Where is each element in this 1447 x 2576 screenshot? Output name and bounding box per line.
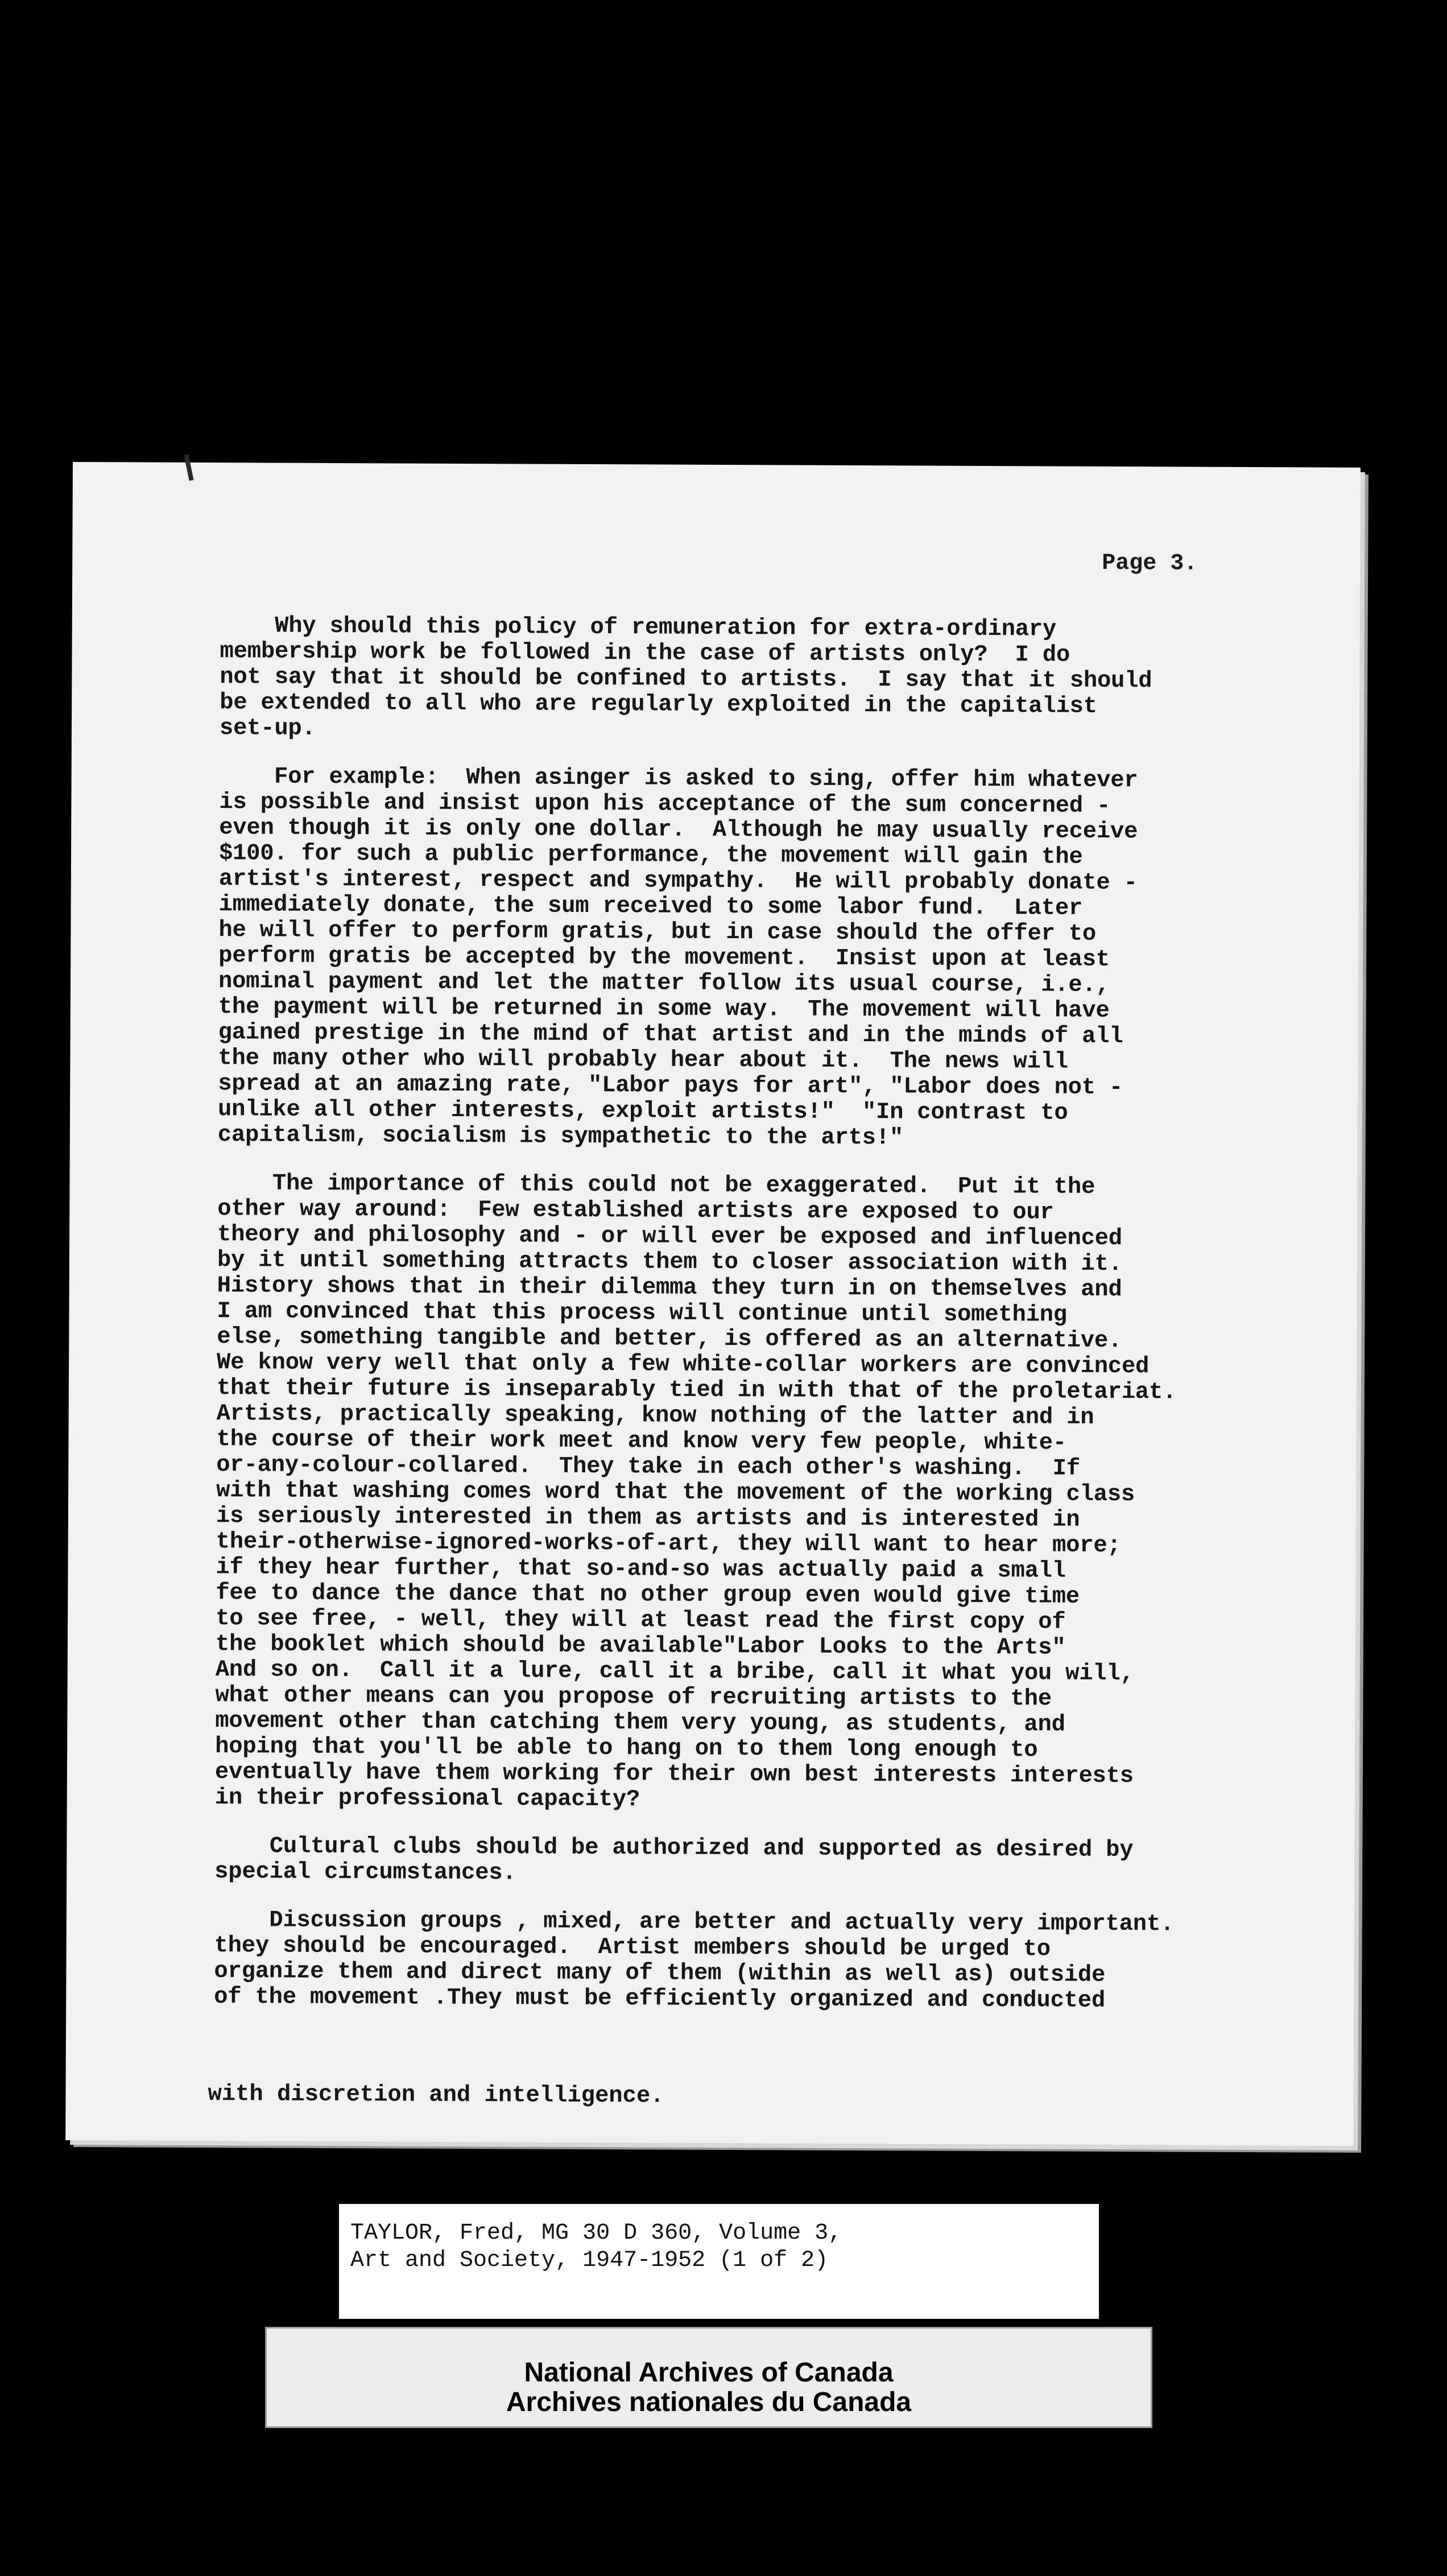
- text-line: of the movement .They must be efficiently organized and conducted: [214, 1984, 1106, 2014]
- text-line: $100. for such a public performance, the movement will gain the: [218, 840, 1083, 870]
- text-line: nominal payment and let the matter follow its usual course, i.e.,: [218, 968, 1110, 998]
- text-line: I am convinced that this process will continue until something: [217, 1298, 1068, 1328]
- text-line: is seriously interested in them as artists and is interested in: [216, 1503, 1080, 1533]
- text-line: Cultural clubs should be authorized and supported as desired by: [214, 1833, 1134, 1864]
- text-line: History shows that in their dilemma they turn in on themselves and: [217, 1273, 1122, 1303]
- archive-name-french: Archives nationales du Canada: [506, 2387, 912, 2417]
- text-line: And so on. Call it a lure, call it a bribe, call it what you will,: [215, 1657, 1134, 1687]
- paragraph: [218, 764, 1357, 1153]
- text-line: the course of their work meet and know very few people, white-: [216, 1426, 1067, 1456]
- text-line: that their future is inseparably tied in with that of the proletariat.: [216, 1375, 1177, 1406]
- text-line: membership work be followed in the case of artists only? I do: [220, 638, 1070, 668]
- text-line: For example: When asinger is asked to sing, offer him whatever: [219, 763, 1138, 794]
- text-line: We know very well that only a few white-collar workers are convinced: [216, 1349, 1150, 1380]
- text-line: to see free, - well, they will at least read the first copy of: [216, 1605, 1066, 1636]
- text-line: in their professional capacity?: [214, 1785, 640, 1813]
- text-line: set-up.: [219, 715, 316, 742]
- text-line: eventually have them working for their own best interests interests: [214, 1759, 1134, 1790]
- text-line: artist's interest, respect and sympathy. He will probably donate -: [218, 866, 1138, 897]
- text-line: gained prestige in the mind of that artist and in the minds of all: [218, 1019, 1123, 1050]
- text-line: he will offer to perform gratis, but in case should the offer to: [218, 917, 1097, 947]
- text-line: else, something tangible and better, is offered as an alternative.: [217, 1324, 1122, 1355]
- paragraph: [214, 1908, 1352, 2015]
- text-line: be extended to all who are regularly exploited in the capitalist: [220, 690, 1097, 720]
- document-page: [65, 462, 1361, 2146]
- archive-label: [265, 2327, 1152, 2428]
- text-line: Discussion groups , mixed, are better and actually very important.: [214, 1907, 1175, 1938]
- text-line: their-otherwise-ignored-works-of-art, they will want to hear more;: [216, 1529, 1121, 1559]
- text-line: special circumstances.: [214, 1859, 516, 1886]
- text-line: theory and philosophy and - or will ever be exposed and influenced: [217, 1221, 1123, 1252]
- paragraph: [214, 1834, 1352, 1890]
- page-number: Page 3.: [1102, 550, 1198, 577]
- citation-line-1: TAYLOR, Fred, MG 30 D 360, Volume 3,: [350, 2220, 842, 2246]
- text-line: the booklet which should be available"Labor Looks to the Arts": [215, 1631, 1066, 1661]
- text-line: organize them and direct many of them (within as well as) outside: [214, 1958, 1106, 1988]
- text-line: even though it is only one dollar. Although he may usually receive: [219, 815, 1138, 845]
- text-line: the many other who will probably hear about it. The news will: [218, 1045, 1068, 1075]
- text-line: not say that it should be confined to artists. I say that it should: [220, 664, 1152, 695]
- text-line: movement other than catching them very young, as students, and: [215, 1708, 1065, 1738]
- citation-line-2: Art and Society, 1947-1952 (1 of 2): [350, 2248, 829, 2273]
- text-line: the payment will be returned in some way. The movement will have: [218, 994, 1110, 1024]
- text-line: by it until something attracts them to closer association with it.: [217, 1247, 1122, 1278]
- text-line: they should be encouraged. Artist members should be urged to: [214, 1933, 1051, 1963]
- text-line: spread at an amazing rate, "Labor pays for art", "Labor does not -: [218, 1071, 1123, 1101]
- text-line: Artists, practically speaking, know nothing of the latter and in: [216, 1401, 1094, 1431]
- paragraph: [220, 613, 1358, 746]
- text-line: hoping that you'll be able to hang on to them long enough to: [215, 1733, 1038, 1764]
- text-line: other way around: Few established artists are exposed to our: [217, 1196, 1054, 1226]
- text-line: unlike all other interests, exploit artists!" "In contrast to: [217, 1096, 1068, 1126]
- text-line: with that washing comes word that the movement of the working class: [216, 1477, 1135, 1508]
- text-line: Why should this policy of remuneration for extra-ordinary: [220, 613, 1057, 643]
- text-line: The importance of this could not be exaggerated. Put it the: [217, 1170, 1095, 1200]
- paragraph: [215, 1171, 1355, 1816]
- typed-body-text: [214, 613, 1358, 2015]
- text-line: is possible and insist upon his acceptance of the sum concerned -: [219, 789, 1111, 819]
- text-line: fee to dance the dance that no other group even would give time: [216, 1580, 1080, 1610]
- text-line: immediately donate, the sum received to some labor fund. Later: [218, 891, 1083, 922]
- text-line: if they hear further, that so-and-so was actually paid a small: [216, 1554, 1066, 1584]
- text-line: perform gratis be accepted by the movement. Insist upon at least: [218, 943, 1110, 973]
- text-line: or-any-colour-collared. They take in each other's washing. If: [216, 1452, 1080, 1482]
- archive-name-english: National Archives of Canada: [524, 2358, 894, 2388]
- closing-line: with discretion and intelligence.: [208, 2081, 664, 2109]
- torn-corner-mark: [184, 455, 193, 481]
- citation-label: [339, 2204, 1099, 2319]
- text-line: what other means can you propose of recruiting artists to the: [215, 1682, 1052, 1712]
- text-line: capitalism, socialism is sympathetic to the arts!": [217, 1122, 904, 1151]
